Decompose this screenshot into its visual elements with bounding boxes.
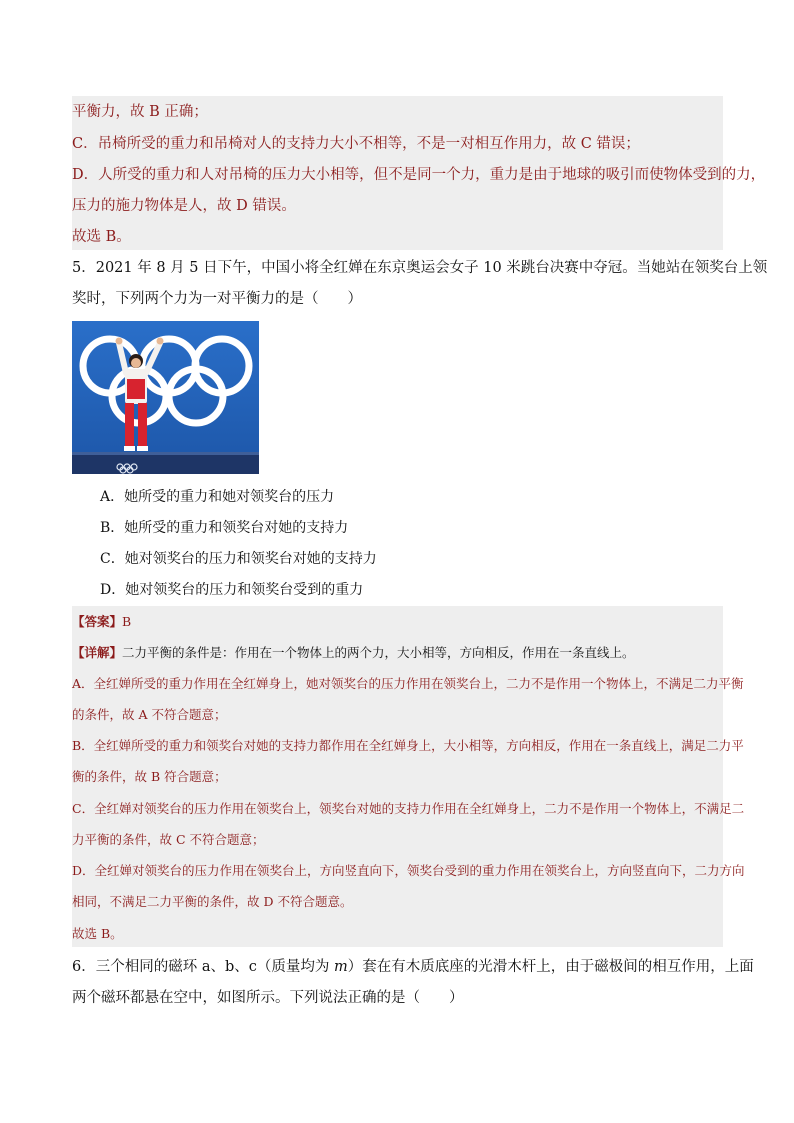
analysis-line: 相同，不满足二力平衡的条件，故 D 不符合题意。 bbox=[72, 894, 353, 909]
mass-variable: m bbox=[334, 959, 348, 975]
analysis-line: A．全红婵所受的重力作用在全红婵身上，她对领奖台的压力作用在领奖台上，二力不是作用一个物体上，不满足二力平衡 bbox=[72, 676, 744, 691]
detail-intro: 二力平衡的条件是：作用在一个物体上的两个力，大小相等，方向相反，作用在一条直线上。 bbox=[122, 645, 635, 660]
solution-line: D．人所受的重力和人对吊椅的压力大小相等，但不是同一个力，重力是由于地球的吸引而使物体受到的力， bbox=[72, 167, 766, 183]
option-a: A．她所受的重力和她对领奖台的压力 bbox=[100, 489, 335, 505]
analysis-line: D．全红婵对领奖台的压力作用在领奖台上，方向竖直向下，领奖台受到的重力作用在领奖台上，方向竖直向下，二力方向 bbox=[72, 863, 745, 878]
option-d: D．她对领奖台的压力和领奖台受到的重力 bbox=[100, 582, 364, 598]
question-6-stem: 两个磁环都悬在空中，如图所示。下列说法正确的是（ ） bbox=[72, 990, 464, 1006]
answer-value: B bbox=[122, 614, 132, 629]
solution-conclusion: 故选 B。 bbox=[72, 229, 131, 245]
answer-tag: 【答案】 bbox=[72, 614, 123, 629]
solution-line: 平衡力，故 B 正确； bbox=[72, 104, 208, 120]
analysis-line: 的条件，故 A 不符合题意； bbox=[72, 707, 227, 722]
solution-line: 压力的施力物体是人，故 D 错误。 bbox=[72, 198, 296, 214]
question-5-stem: 奖时，下列两个力为一对平衡力的是（ ） bbox=[72, 291, 362, 307]
option-c: C．她对领奖台的压力和领奖台对她的支持力 bbox=[100, 551, 377, 567]
question-5-stem: 5．2021 年 8 月 5 日下午，中国小将全红婵在东京奥运会女子 10 米跳台决赛中夺冠。当她站在领奖台上领 bbox=[72, 260, 768, 276]
podium-photo bbox=[72, 321, 259, 474]
analysis-line: C．全红婵对领奖台的压力作用在领奖台上，领奖台对她的支持力作用在全红婵身上，二力不是作用一个物体上，不满足二 bbox=[72, 801, 745, 816]
detail-line bbox=[72, 643, 732, 663]
analysis-line: 力平衡的条件，故 C 不符合题意； bbox=[72, 832, 265, 847]
detail-tag: 【详解】 bbox=[72, 645, 123, 660]
olympic-podium-image bbox=[72, 321, 259, 474]
solution-conclusion: 故选 B。 bbox=[72, 926, 123, 941]
question-6-text: 6．三个相同的磁环 a、b、c（质量均为 bbox=[72, 959, 334, 975]
question-6-stem bbox=[72, 957, 754, 977]
option-b: B．她所受的重力和领奖台对她的支持力 bbox=[100, 520, 349, 536]
analysis-line: B．全红婵所受的重力和领奖台对她的支持力都作用在全红婵身上，大小相等，方向相反，作用在一条直线上，满足二力平 bbox=[72, 738, 744, 753]
question-6-text: ）套在有木质底座的光滑木杆上，由于磁极间的相互作用，上面 bbox=[347, 959, 754, 975]
analysis-line: 衡的条件，故 B 符合题意； bbox=[72, 769, 227, 784]
answer-line bbox=[72, 612, 732, 632]
solution-line: C．吊椅所受的重力和吊椅对人的支持力大小不相等，不是一对相互作用力，故 C 错误； bbox=[72, 136, 640, 152]
